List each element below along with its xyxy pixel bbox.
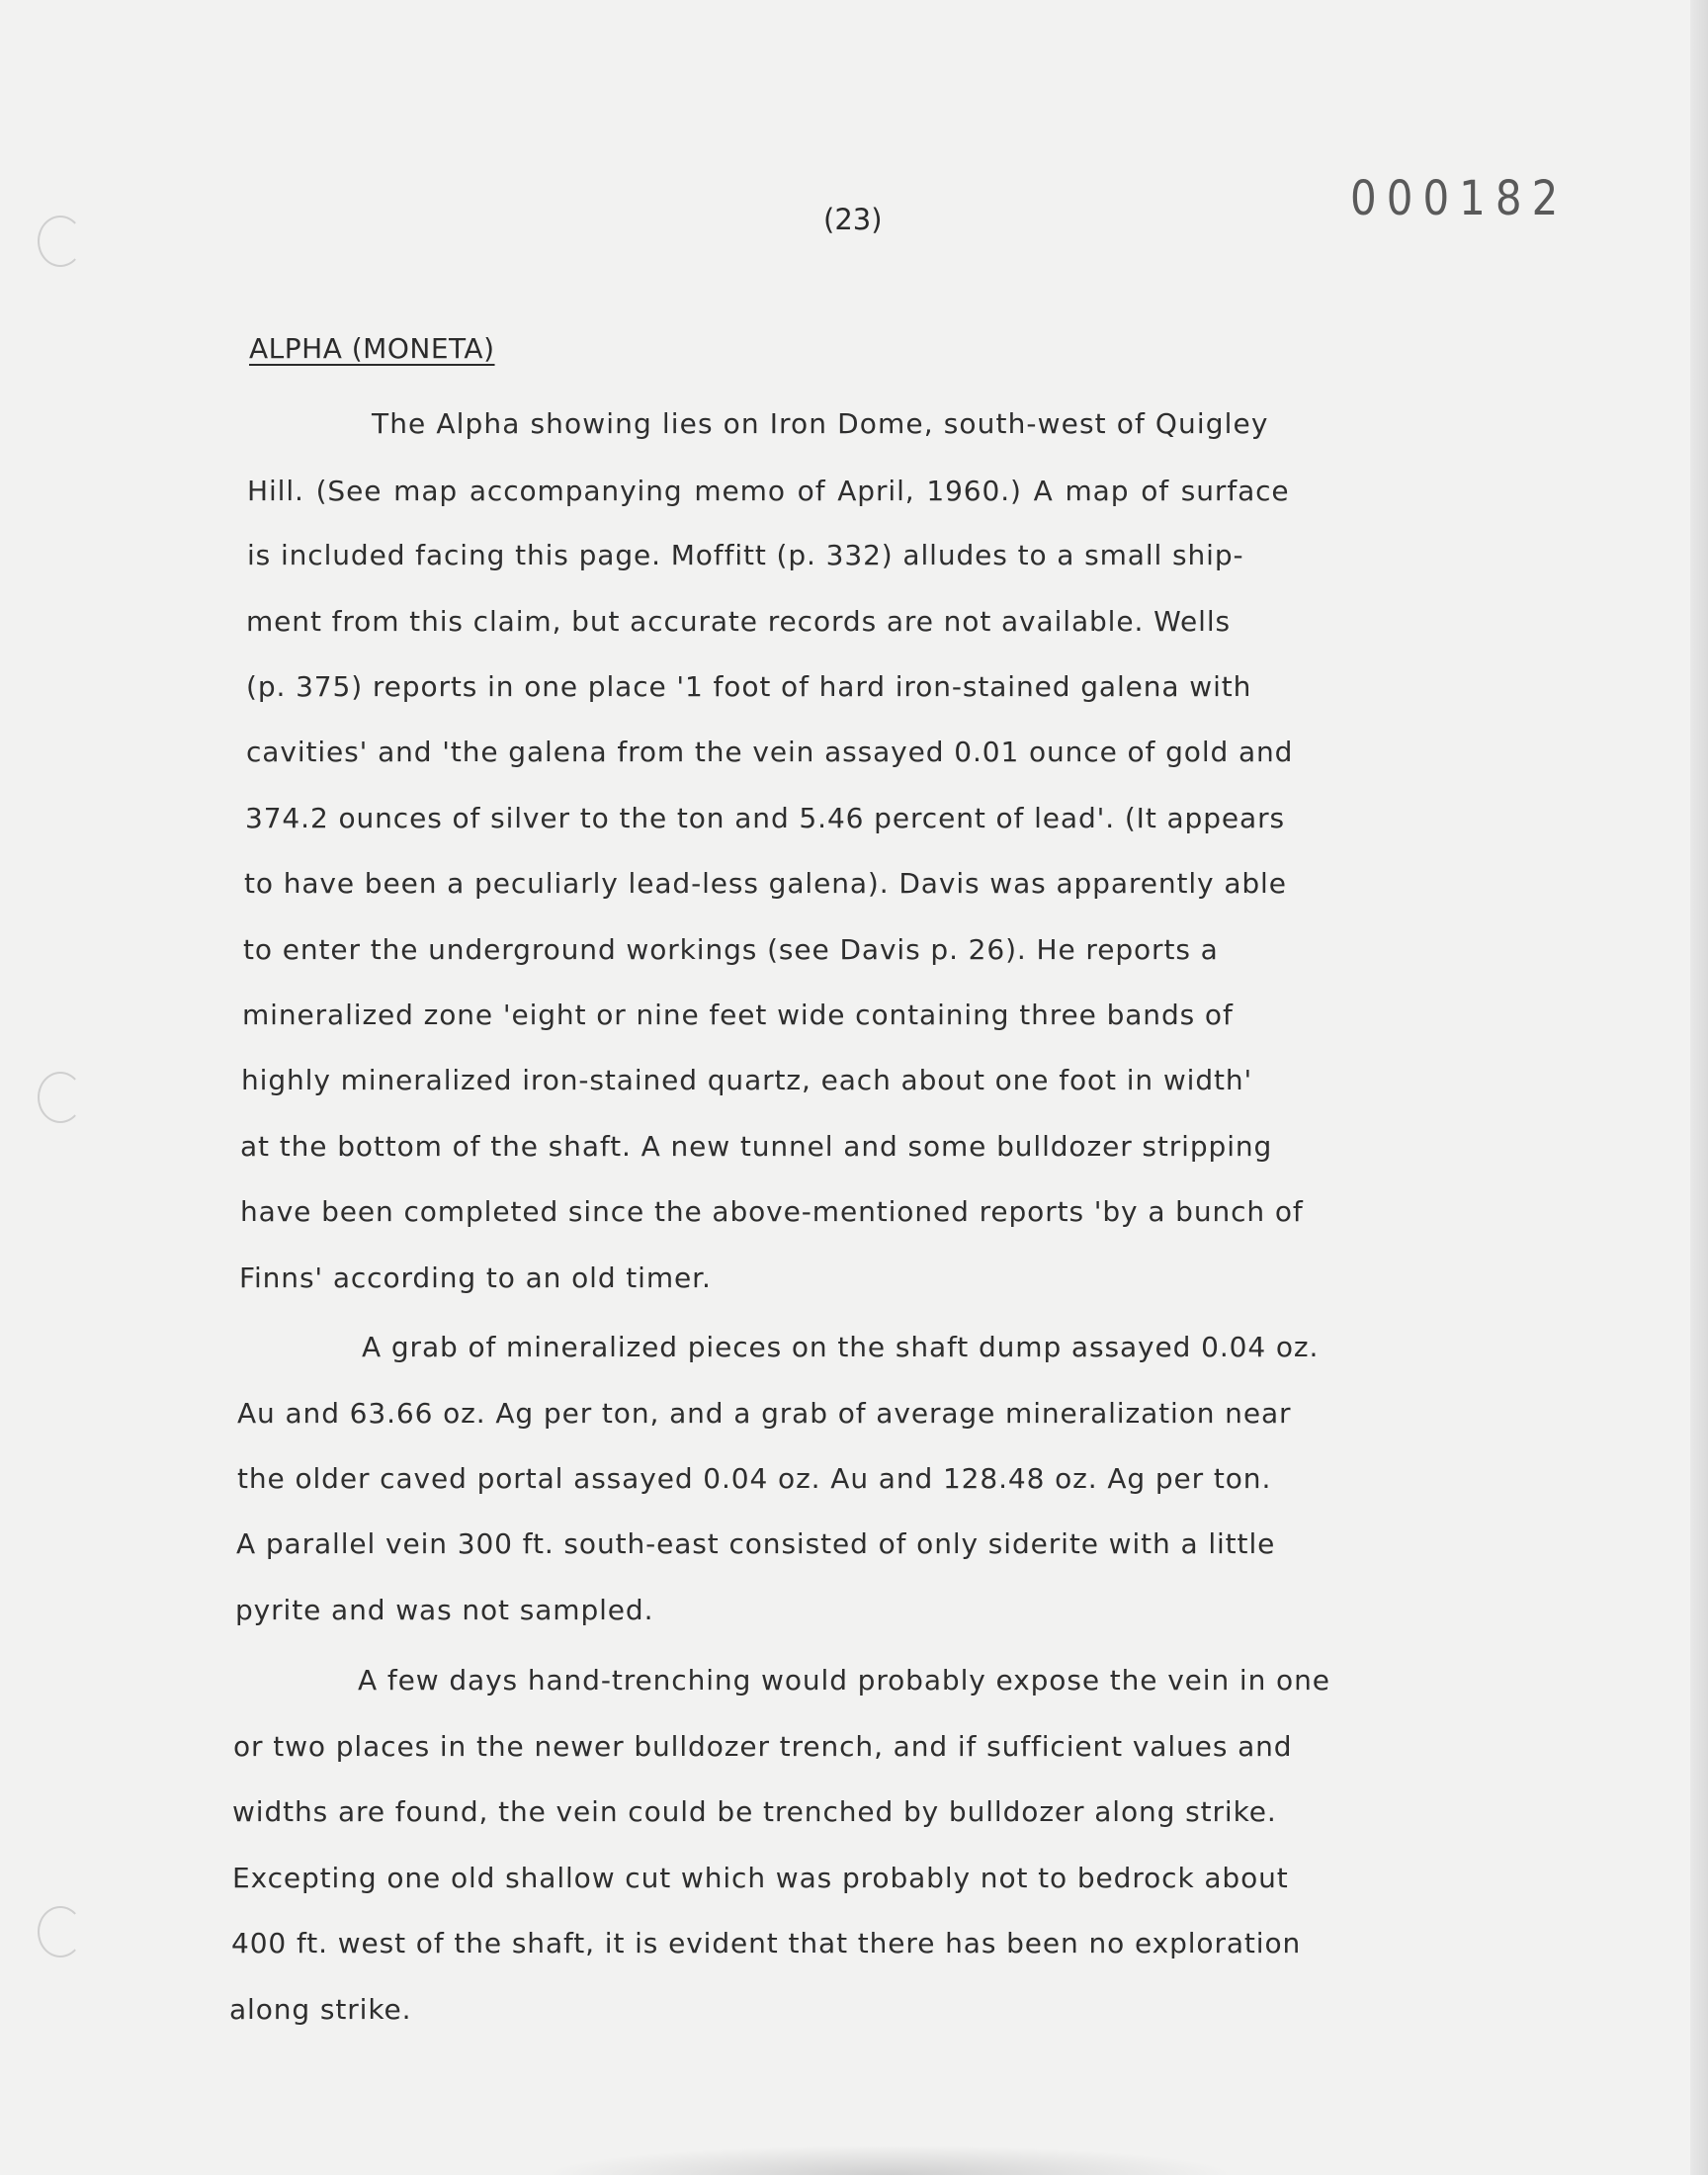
text-line: Excepting one old shallow cut which was probably not to bedrock about bbox=[232, 1862, 1289, 1894]
text-line: Finns' according to an old timer. bbox=[239, 1262, 712, 1294]
text-line: 400 ft. west of the shaft, it is evident that there has been no exploration bbox=[231, 1927, 1302, 1959]
page-number: (23) bbox=[823, 203, 883, 236]
text-line: mineralized zone 'eight or nine feet wide containing three bands of bbox=[242, 999, 1234, 1031]
text-line: Hill. (See map accompanying memo of April, 1960.) A map of surface bbox=[247, 475, 1290, 507]
document-number: 000182 bbox=[1350, 170, 1569, 226]
text-line: is included facing this page. Moffitt (p. 332) alludes to a small ship- bbox=[247, 539, 1244, 571]
punch-hole-top bbox=[38, 216, 83, 267]
text-line: to enter the underground workings (see Davis p. 26). He reports a bbox=[243, 933, 1219, 966]
text-line: along strike. bbox=[229, 1993, 412, 2026]
bottom-scan-shadow bbox=[544, 2145, 1236, 2175]
text-line: highly mineralized iron-stained quartz, each about one foot in width' bbox=[241, 1064, 1253, 1096]
text-line: Au and 63.66 oz. Ag per ton, and a grab of average mineralization near bbox=[237, 1397, 1292, 1430]
text-line: A parallel vein 300 ft. south-east consisted of only siderite with a little bbox=[236, 1527, 1276, 1560]
text-line: the older caved portal assayed 0.04 oz. Au and 128.48 oz. Ag per ton. bbox=[237, 1462, 1272, 1495]
text-line: (p. 375) reports in one place '1 foot of hard iron-stained galena with bbox=[246, 670, 1252, 703]
text-line: The Alpha showing lies on Iron Dome, south-west of Quigley bbox=[372, 407, 1269, 440]
text-line: A grab of mineralized pieces on the shaft dump assayed 0.04 oz. bbox=[362, 1331, 1320, 1363]
text-line: ment from this claim, but accurate records are not available. Wells bbox=[246, 605, 1232, 638]
text-line: 374.2 ounces of silver to the ton and 5.46 percent of lead'. (It appears bbox=[245, 802, 1285, 834]
text-line: A few days hand-trenching would probably expose the vein in one bbox=[358, 1664, 1330, 1696]
text-line: at the bottom of the shaft. A new tunnel and some bulldozer stripping bbox=[240, 1130, 1273, 1163]
text-line: or two places in the newer bulldozer trench, and if sufficient values and bbox=[233, 1730, 1293, 1763]
text-line: to have been a peculiarly lead-less galena). Davis was apparently able bbox=[244, 867, 1287, 900]
punch-hole-bottom bbox=[38, 1906, 83, 1958]
section-heading: ALPHA (MONETA) bbox=[249, 332, 495, 365]
text-line: widths are found, the vein could be trenched by bulldozer along strike. bbox=[232, 1795, 1277, 1828]
punch-hole-middle bbox=[38, 1072, 83, 1123]
text-line: have been completed since the above-mentioned reports 'by a bunch of bbox=[240, 1195, 1304, 1228]
text-line: cavities' and 'the galena from the vein assayed 0.01 ounce of gold and bbox=[246, 736, 1294, 768]
page-edge-shadow bbox=[1690, 0, 1708, 2175]
text-line: pyrite and was not sampled. bbox=[235, 1594, 654, 1626]
